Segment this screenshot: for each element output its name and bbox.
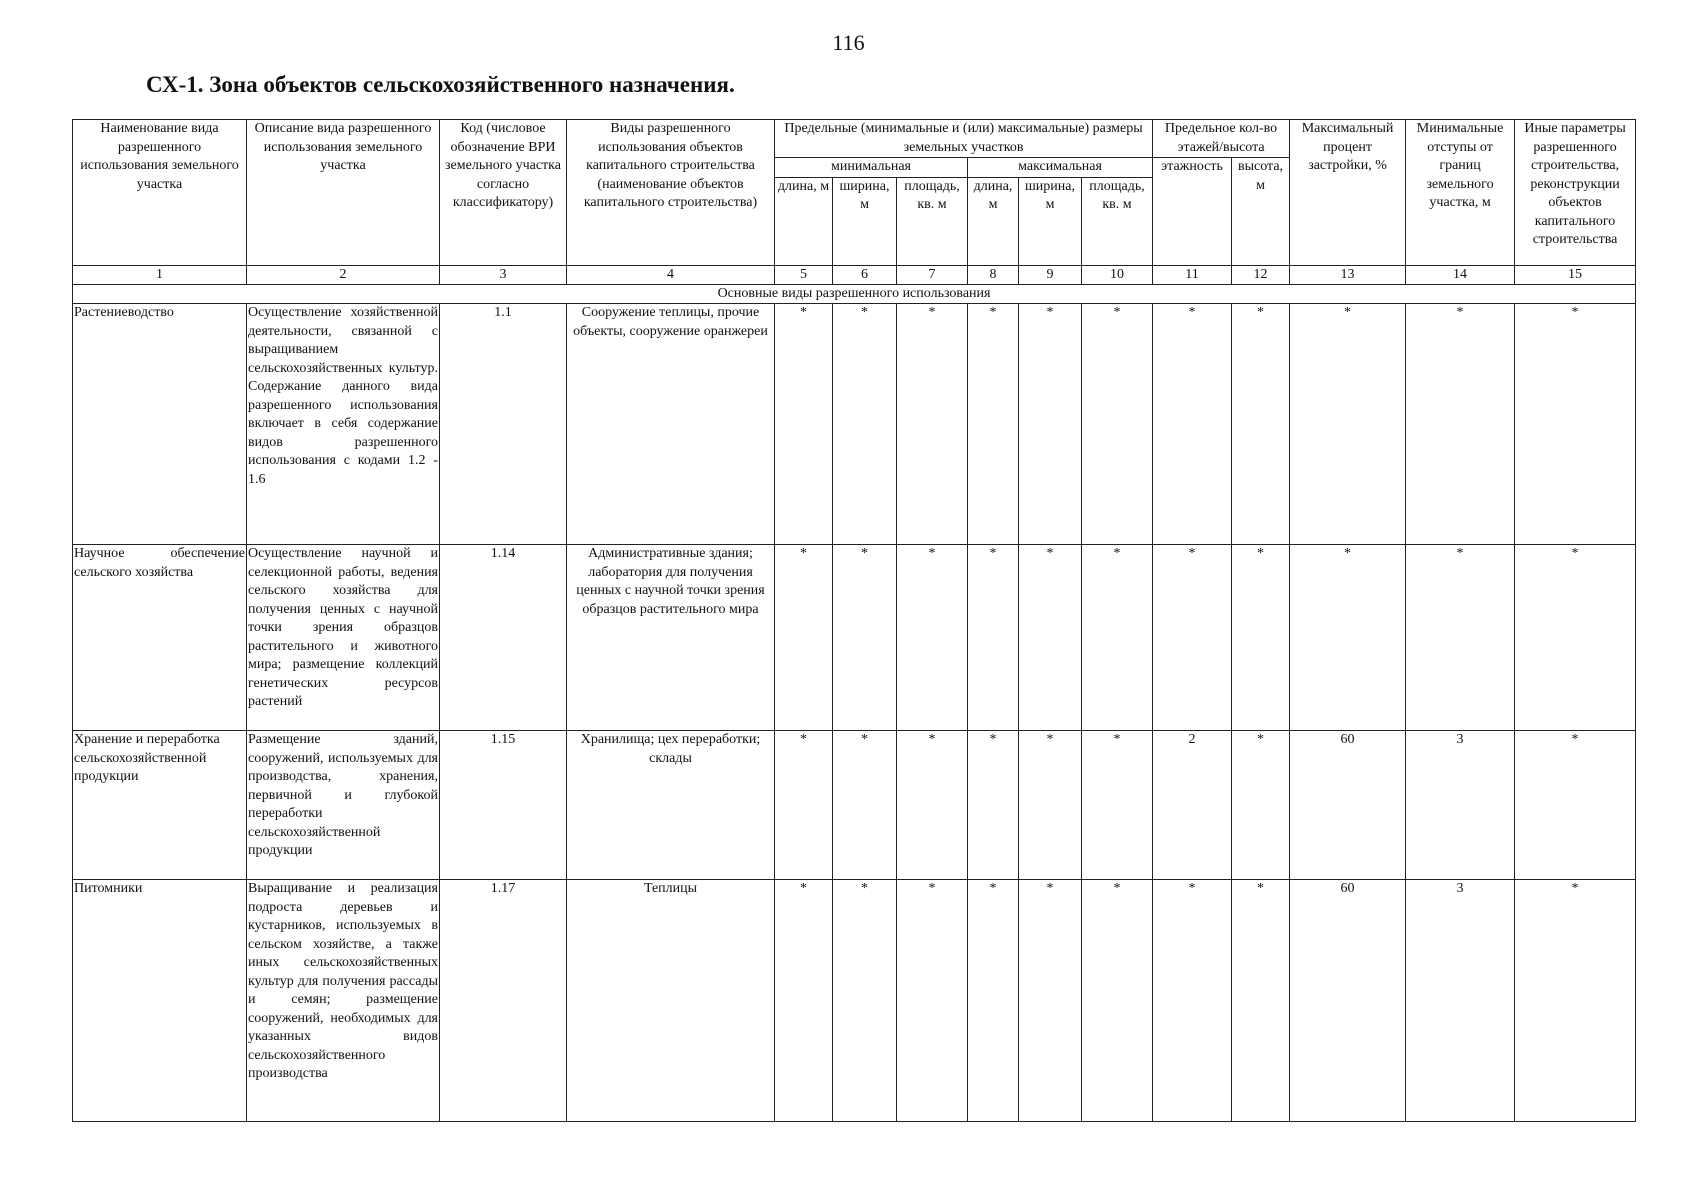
column-number: 4 bbox=[567, 265, 775, 284]
row-code: 1.14 bbox=[440, 545, 567, 731]
header-setbacks: Минимальные отступы от границ земельного участка, м bbox=[1406, 120, 1515, 266]
section-row bbox=[73, 284, 1636, 304]
table-row bbox=[73, 545, 1636, 731]
column-number: 12 bbox=[1232, 265, 1290, 284]
row-value: * bbox=[1406, 545, 1515, 731]
row-value: * bbox=[968, 545, 1019, 731]
header-floors: этажность bbox=[1153, 158, 1232, 266]
row-value: * bbox=[1082, 304, 1153, 545]
header-min: минимальная bbox=[775, 158, 968, 178]
column-number: 1 bbox=[73, 265, 247, 284]
regulations-table bbox=[72, 119, 1636, 1122]
table-row bbox=[73, 304, 1636, 545]
table-row bbox=[73, 731, 1636, 880]
header-description: Описание вида разрешенного использования земельного участка bbox=[247, 120, 440, 266]
row-code: 1.15 bbox=[440, 731, 567, 880]
header-max-percent: Максимальный процент застройки, % bbox=[1290, 120, 1406, 266]
row-value: * bbox=[897, 731, 968, 880]
row-value: * bbox=[833, 731, 897, 880]
column-number: 2 bbox=[247, 265, 440, 284]
column-number: 14 bbox=[1406, 265, 1515, 284]
row-oks: Сооружение теплицы, прочие объекты, сооружение оранжереи bbox=[567, 304, 775, 545]
header-oks: Виды разрешенного использования объектов капитального строительства (наименование объектов капитального строительства) bbox=[567, 120, 775, 266]
row-name: Питомники bbox=[73, 880, 247, 1122]
header-min-width: ширина, м bbox=[833, 177, 897, 265]
row-value: 3 bbox=[1406, 731, 1515, 880]
row-value: * bbox=[968, 731, 1019, 880]
row-value: * bbox=[1232, 880, 1290, 1122]
column-number: 13 bbox=[1290, 265, 1406, 284]
header-floors-height: Предельное кол-во этажей/высота bbox=[1153, 120, 1290, 158]
column-number: 11 bbox=[1153, 265, 1232, 284]
row-code: 1.17 bbox=[440, 880, 567, 1122]
row-value: * bbox=[1082, 545, 1153, 731]
row-value: * bbox=[775, 731, 833, 880]
row-description: Выращивание и реализация подроста деревьев и кустарников, используемых в сельском хозяйстве, а также иных сельскохозяйственных культур для получения рассады и семян; размещение сооружений, необходимых для указанных видов сельскохозяйственного производства bbox=[247, 880, 440, 1122]
row-value: * bbox=[897, 880, 968, 1122]
page-number: 116 bbox=[832, 30, 865, 55]
row-value: * bbox=[1019, 545, 1082, 731]
row-value: * bbox=[968, 304, 1019, 545]
row-value: 60 bbox=[1290, 880, 1406, 1122]
row-value: * bbox=[897, 304, 968, 545]
row-value: * bbox=[968, 880, 1019, 1122]
column-number: 6 bbox=[833, 265, 897, 284]
row-oks: Административные здания; лаборатория для получения ценных с научной точки зрения образцов растительного мира bbox=[567, 545, 775, 731]
row-value: * bbox=[1290, 304, 1406, 545]
row-name: Хранение и переработка сельскохозяйственной продукции bbox=[73, 731, 247, 880]
header-code: Код (числовое обозначение ВРИ земельного участка согласно классификатору) bbox=[440, 120, 567, 266]
row-value: * bbox=[1232, 731, 1290, 880]
column-number: 5 bbox=[775, 265, 833, 284]
row-value: * bbox=[1082, 880, 1153, 1122]
column-number: 8 bbox=[968, 265, 1019, 284]
row-value: * bbox=[1153, 545, 1232, 731]
header-other: Иные параметры разрешенного строительства, реконструкции объектов капитального строительства bbox=[1515, 120, 1636, 266]
row-value: * bbox=[1019, 304, 1082, 545]
row-value: * bbox=[1515, 880, 1636, 1122]
row-value: * bbox=[1406, 304, 1515, 545]
row-value: * bbox=[833, 304, 897, 545]
row-name: Научное обеспечение сельского хозяйства bbox=[73, 545, 247, 731]
row-value: * bbox=[833, 880, 897, 1122]
row-value: * bbox=[897, 545, 968, 731]
header-name: Наименование вида разрешенного использования земельного участка bbox=[73, 120, 247, 266]
header-height: высота, м bbox=[1232, 158, 1290, 266]
row-value: * bbox=[1019, 880, 1082, 1122]
row-value: * bbox=[1290, 545, 1406, 731]
row-value: * bbox=[1153, 304, 1232, 545]
header-max: максимальная bbox=[968, 158, 1153, 178]
row-oks: Теплицы bbox=[567, 880, 775, 1122]
row-value: * bbox=[775, 545, 833, 731]
row-name: Растениеводство bbox=[73, 304, 247, 545]
row-description: Осуществление хозяйственной деятельности, связанной с выращиванием сельскохозяйственных культур. Содержание данного вида разрешенного использования включает в себя содержание видов разрешенного использования с кодами 1.2 - 1.6 bbox=[247, 304, 440, 545]
column-number: 7 bbox=[897, 265, 968, 284]
header-min-length: длина, м bbox=[775, 177, 833, 265]
row-value: * bbox=[775, 880, 833, 1122]
row-value: * bbox=[1153, 880, 1232, 1122]
table-row bbox=[73, 880, 1636, 1122]
zone-title: СХ-1. Зона объектов сельскохозяйственного назначения. bbox=[146, 72, 735, 97]
header-min-area: площадь, кв. м bbox=[897, 177, 968, 265]
column-number: 15 bbox=[1515, 265, 1636, 284]
section-label: Основные виды разрешенного использования bbox=[73, 284, 1636, 304]
column-number: 9 bbox=[1019, 265, 1082, 284]
row-value: * bbox=[1082, 731, 1153, 880]
row-value: 60 bbox=[1290, 731, 1406, 880]
row-code: 1.1 bbox=[440, 304, 567, 545]
column-number: 10 bbox=[1082, 265, 1153, 284]
header-max-area: площадь, кв. м bbox=[1082, 177, 1153, 265]
row-value: 2 bbox=[1153, 731, 1232, 880]
column-number-row bbox=[73, 265, 1636, 284]
row-value: * bbox=[775, 304, 833, 545]
row-value: * bbox=[1019, 731, 1082, 880]
row-value: * bbox=[833, 545, 897, 731]
row-description: Осуществление научной и селекционной работы, ведения сельского хозяйства для получения ценных с научной точки зрения образцов растительного и животного мира; размещение коллекций генетических ресурсов растений bbox=[247, 545, 440, 731]
row-value: * bbox=[1232, 304, 1290, 545]
row-value: * bbox=[1515, 545, 1636, 731]
column-number: 3 bbox=[440, 265, 567, 284]
row-value: * bbox=[1232, 545, 1290, 731]
row-oks: Хранилища; цех переработки; склады bbox=[567, 731, 775, 880]
row-value: * bbox=[1515, 304, 1636, 545]
row-description: Размещение зданий, сооружений, используемых для производства, хранения, первичной и глубокой переработки сельскохозяйственной продукции bbox=[247, 731, 440, 880]
header-max-length: длина, м bbox=[968, 177, 1019, 265]
row-value: 3 bbox=[1406, 880, 1515, 1122]
header-max-width: ширина, м bbox=[1019, 177, 1082, 265]
header-limits: Предельные (минимальные и (или) максимальные) размеры земельных участков bbox=[775, 120, 1153, 158]
row-value: * bbox=[1515, 731, 1636, 880]
